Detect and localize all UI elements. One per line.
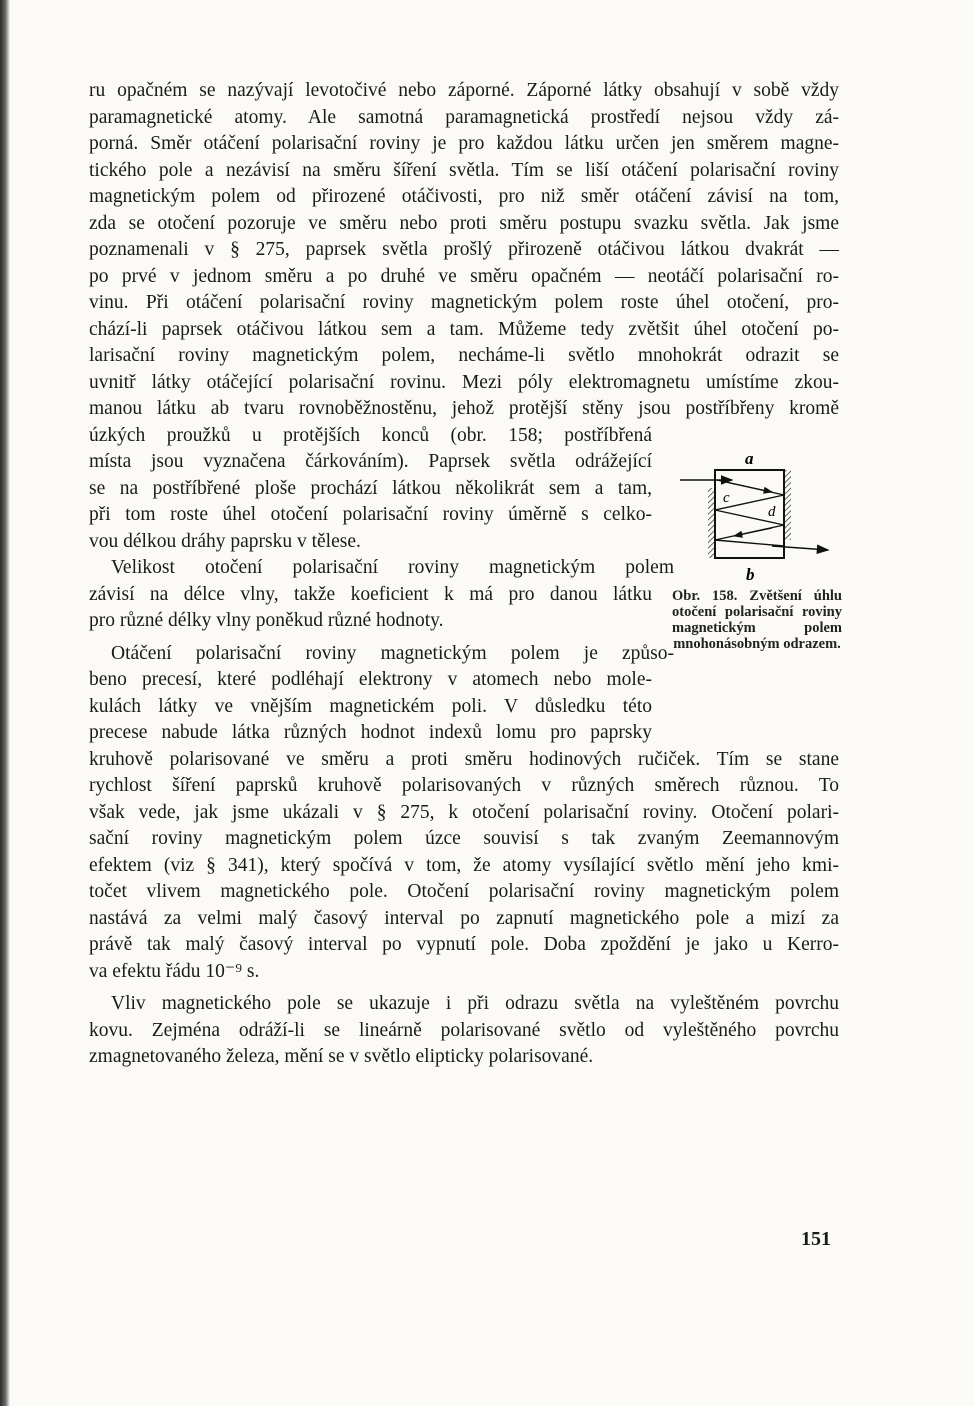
outgoing-ray xyxy=(772,546,828,550)
text-line: porná. Směr otáčení polarisační roviny je pro každou látku určen jen směrem magne- xyxy=(89,133,839,154)
text-line: sační roviny magnetickým polem úzce souvisí s tak zvaným Zeemannovým xyxy=(89,828,839,849)
text-line: paramagnetické atomy. Ale samotná paramagnetická prostředí nejsou vždy zá- xyxy=(89,106,839,128)
text-line: kulách látky ve vnějším magnetickém poli. V důsledku této xyxy=(89,695,652,717)
label-a: a xyxy=(745,449,754,468)
page-number: 151 xyxy=(801,1228,831,1250)
text-line: precese nabude látka různých hodnot indexů lomu pro paprsky xyxy=(89,722,652,743)
text-line: tického pole a nezávisí na směru šíření světla. Tím se liší otáčení polarisační roviny xyxy=(89,159,839,181)
text-line: larisační roviny magnetickým polem, necháme-li světlo mnohokrát odrazit se xyxy=(89,345,839,366)
paragraph-4 xyxy=(89,991,839,1071)
ray-arrow xyxy=(734,528,772,536)
text-line: magnetickým polem od přirozené otáčivosti, pro niž směr otáčení závisí na tom, xyxy=(89,186,839,207)
text-line: uvnitř látky otáčející polarisační rovinu. Mezi póly elektromagnetu umístíme zkou- xyxy=(89,371,839,393)
binding-edge xyxy=(0,0,10,1406)
text-line: vinu. Při otáčení polarisační roviny magnetickým polem roste úhel otočení, pro- xyxy=(89,292,839,313)
paragraph-3 xyxy=(89,641,839,986)
text-line: kruhově polarisované ve směru a proti směru hodinových ručiček. Tím se stane xyxy=(89,748,839,770)
text-line: beno precesí, které podléhají elektrony v atomech nebo mole- xyxy=(89,669,652,690)
figure-caption: Obr. 158. Zvětšení úhlu otočení polarisační roviny magnetickým polem mnohonásobným odrazem. xyxy=(672,588,842,652)
text-line: nastává za velmi malý časový interval po zapnutí magnetického pole a mizí za xyxy=(89,907,839,929)
text-line: zda se otočení pozoruje ve směru nebo proti směru postupu svazku světla. Jak jsme xyxy=(89,212,839,234)
text-line: efektem (viz § 341), který spočívá v tom, že atomy vysílající světlo mění jeho kmi- xyxy=(89,854,839,876)
silvered-left-strip xyxy=(708,488,715,558)
text-line: kovu. Zejména odráží-li se lineárně polarisované světlo od vyleštěného povrchu xyxy=(89,1019,839,1041)
text-line: závisí na délce vlny, takže koeficient k má pro danou látku xyxy=(89,583,652,605)
text-line: poznamenali v § 275, paprsek světla prošlý přirozeně otáčivou látkou dvakrát — xyxy=(89,239,839,260)
text-line: manou látku ab tvaru rovnoběžnostěnu, jehož protější stěny jsou postříbřeny kromě xyxy=(89,398,839,419)
text-line: právě tak malý časový interval po vypnutí pole. Doba zpoždění je jako u Kerro- xyxy=(89,934,839,955)
text-line: Velikost otočení polarisační roviny magnetickým polem xyxy=(111,557,674,578)
text-line: pro různé délky vlny poněkud různé hodnoty. xyxy=(89,610,444,631)
text-line: úzkých proužků u protějších konců (obr. 158; postříbřená xyxy=(89,424,652,446)
text-line: vou délkou dráhy paprsku v tělese. xyxy=(89,530,361,552)
text-line: Otáčení polarisační roviny magnetickým polem je způso- xyxy=(111,642,674,664)
text-line: po prvé v jednom směru a po druhé ve směru opačném — neotáčí polarisační ro- xyxy=(89,265,839,287)
text-line: zmagnetovaného železa, mění se v světlo elipticky polarisované. xyxy=(89,1046,594,1067)
label-b: b xyxy=(746,565,755,584)
text-line: ru opačném se nazývají levotočivé nebo záporné. Záporné látky obsahují v sobě vždy xyxy=(89,80,839,101)
reflection-diagram xyxy=(672,448,842,584)
figure-158 xyxy=(672,448,842,652)
text-line: místa jsou vyznačena čárkováním). Paprsek světla odrážející xyxy=(89,451,652,472)
ray-arrow xyxy=(730,483,772,492)
text-line: točet vlivem magnetického pole. Otočení polarisační roviny magnetickým polem xyxy=(89,881,839,902)
label-d: d xyxy=(768,504,776,520)
text-line: při tom roste úhel otočení polarisační roviny úměrně s celko- xyxy=(89,504,652,525)
text-line: se na postříbřené ploše prochází látkou několikrát sem a tam, xyxy=(89,477,652,499)
text-line: va efektu řádu 10⁻⁹ s. xyxy=(89,960,260,982)
silvered-right-strip xyxy=(784,470,791,540)
text-line: však vede, jak jsme ukázali v § 275, k otočení polarisační roviny. Otočení polari- xyxy=(89,801,839,823)
text-line: chází-li paprsek otáčivou látkou sem a tam. Můžeme tedy zvětšit úhel otočení po- xyxy=(89,318,839,340)
label-c: c xyxy=(723,490,730,506)
text-line: Vliv magnetického pole se ukazuje i při odrazu světla na vyleštěném povrchu xyxy=(111,993,839,1014)
text-line: rychlost šíření paprsků kruhově polarisovaných v různých směrech různou. To xyxy=(89,775,839,796)
